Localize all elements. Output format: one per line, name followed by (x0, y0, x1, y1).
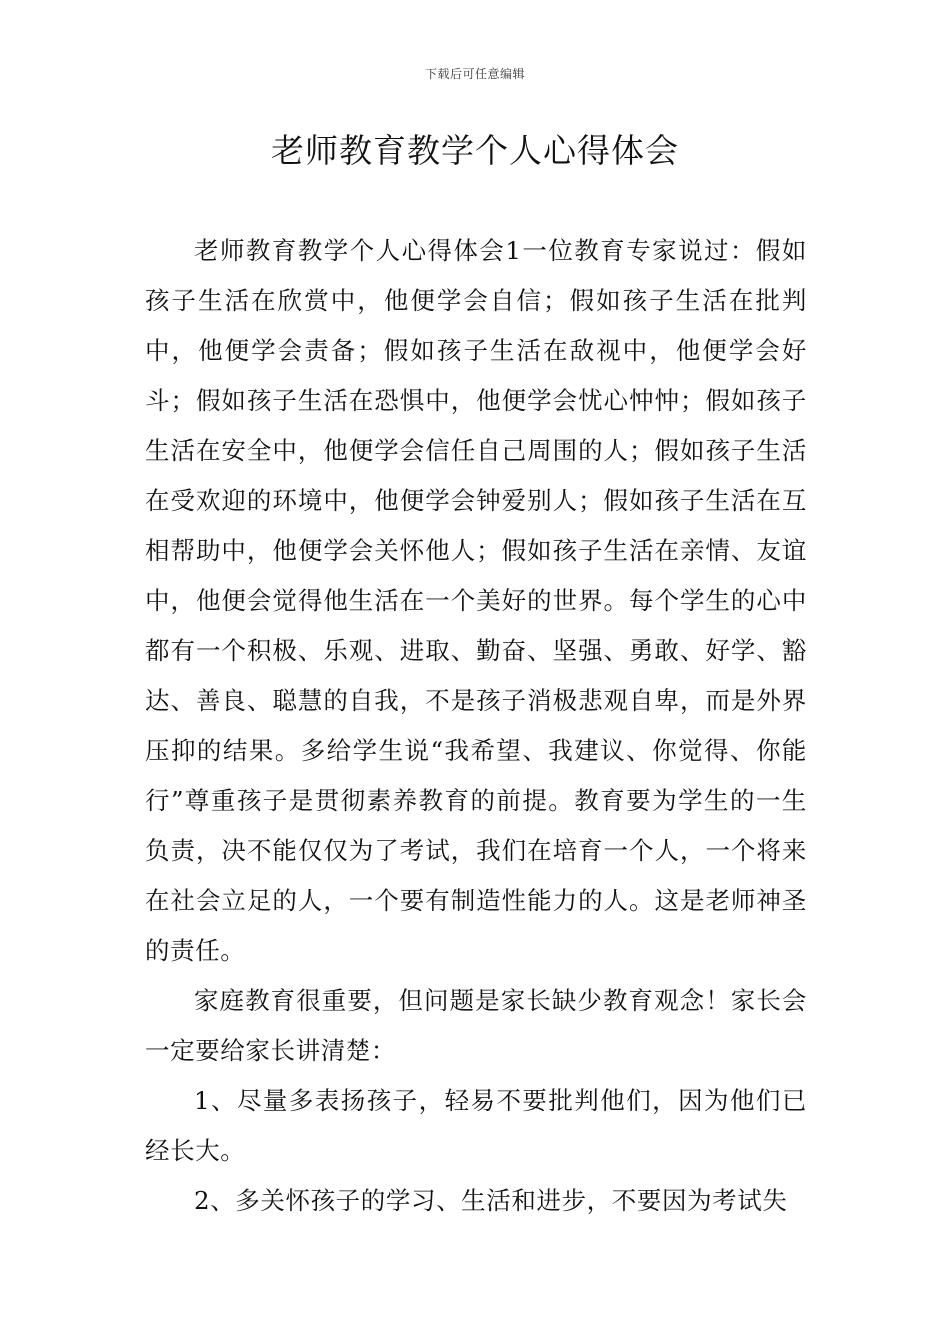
paragraph-1: 老师教育教学个人心得体会1一位教育专家说过：假如孩子生活在欣赏中，他便学会自信；假如孩子生活在批判中，他便学会责备；假如孩子生活在敌视中，他便学会好斗；假如孩子生活在恐惧中，他便学会忧心忡忡；假如孩子生活在安全中，他便学会信任自己周围的人；假如孩子生活在受欢迎的环境中，他便学会钟爱别人；假如孩子生活在互相帮助中，他便学会关怀他人；假如孩子生活在亲情、友谊中，他便会觉得他生活在一个美好的世界。每个学生的心中都有一个积极、乐观、进取、勤奋、坚强、勇敢、好学、豁达、善良、聪慧的自我，不是孩子消极悲观自卑，而是外界压抑的结果。多给学生说“我希望、我建议、你觉得、你能行”尊重孩子是贯彻素养教育的前提。教育要为学生的一生负责，决不能仅仅为了考试，我们在培育一个人，一个将来在社会立足的人，一个要有制造性能力的人。这是老师神圣的责任。 (145, 236, 807, 965)
document-body (145, 226, 807, 1226)
header-note: 下载后可任意编辑 (424, 67, 525, 81)
paragraph-2: 家庭教育很重要，但问题是家长缺少教育观念！家长会一定要给家长讲清楚： (145, 986, 807, 1065)
document-title: 老师教育教学个人心得体会 (271, 131, 679, 170)
paragraph-3: 1、尽量多表扬孩子，轻易不要批判他们，因为他们已经长大。 (145, 1086, 807, 1165)
paragraph-4: 2、多关怀孩子的学习、生活和进步，不要因为考试失 (194, 1186, 788, 1215)
